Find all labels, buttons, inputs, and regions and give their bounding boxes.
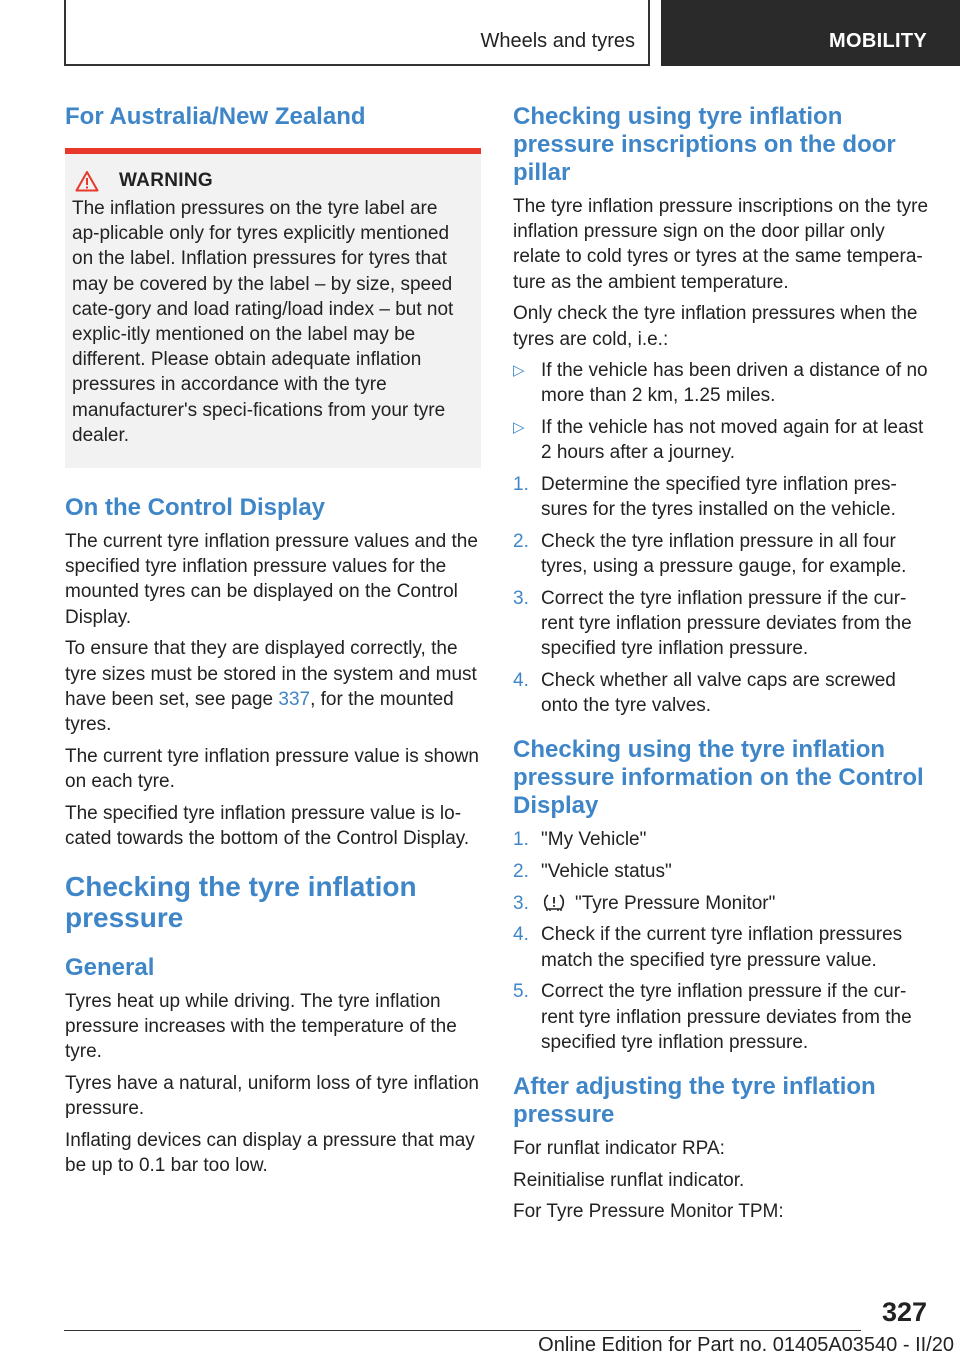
heading-checking-pressure: Checking the tyre inflation pressure	[65, 870, 417, 933]
paragraph-general-1: Tyres heat up while driving. The tyre inflation pressure increases with the temperature of the tyre.	[65, 990, 457, 1063]
list-item: 2. "Vehicle status"	[513, 859, 929, 884]
paragraph-control-1: The current tyre inflation pressure values and the specified tyre inflation pressure values for the mounted tyres can be displayed on the Control Display.	[65, 531, 478, 628]
warning-box	[65, 148, 481, 468]
header-chapter-tab	[661, 0, 960, 66]
paragraph-after-2: Reinitialise runflat indicator.	[513, 1169, 745, 1191]
door-steps-list	[513, 472, 929, 718]
paragraph-general-2: Tyres have a natural, uniform loss of tyre inflation pressure.	[65, 1073, 479, 1120]
list-item: ▷ If the vehicle has been driven a distance of no more than 2 km, 1.25 miles.	[513, 360, 928, 407]
step-number: 2.	[513, 861, 529, 883]
step-number: 5.	[513, 981, 529, 1003]
list-item: 2. Check the tyre inflation pressure in all four tyres, using a pressure gauge, for example.	[513, 530, 907, 578]
step-number: 3.	[513, 892, 529, 914]
heading-general: General	[65, 953, 155, 981]
list-item: 4. Check if the current tyre inflation pressures match the specified tyre pressure value.	[513, 924, 903, 971]
left-column	[65, 100, 481, 1185]
tyre-pressure-icon	[543, 892, 565, 912]
warning-header	[75, 170, 469, 192]
list-item: 1. Determine the specified tyre inflation pres-sures for the tyres installed on the vehicle.	[513, 474, 897, 521]
paragraph-after-3: For Tyre Pressure Monitor TPM:	[513, 1201, 784, 1223]
paragraph-after-1: For runflat indicator RPA:	[513, 1137, 725, 1159]
list-item: 5. Correct the tyre inflation pressure if the cur-rent tyre inflation pressure deviates from the specified tyre inflation pressure.	[513, 981, 912, 1053]
paragraph-control-2-end: , for the mounted tyres.	[65, 688, 454, 735]
heading-control-display-info: Checking using the tyre inflation pressure information on the Control Display	[513, 736, 924, 820]
footer-edition: Online Edition for Part no. 01405A03540 - II/20	[538, 1334, 954, 1356]
warning-triangle-icon	[75, 170, 99, 192]
step-number: 3.	[513, 587, 529, 609]
heading-australia-nz: For Australia/New Zealand	[65, 103, 366, 130]
step-number: 4.	[513, 669, 529, 691]
paragraph-general-3: Inflating devices can display a pressure that may be up to 0.1 bar too low.	[65, 1129, 475, 1177]
paragraph-door-2: Only check the tyre inflation pressures when the tyres are cold, i.e.:	[513, 303, 918, 350]
header-rule-bottom	[64, 64, 650, 66]
triangle-bullet-icon: ▷	[513, 362, 525, 380]
header-section-title: Wheels and tyres	[480, 30, 635, 52]
right-column	[513, 100, 929, 1231]
header-chapter-label: MOBILITY	[829, 30, 927, 52]
cold-conditions-list	[513, 358, 929, 465]
step-number: 1.	[513, 474, 529, 496]
header-rule-right	[648, 0, 650, 66]
step-number: 2.	[513, 530, 529, 552]
list-item: 1. "My Vehicle"	[513, 827, 929, 852]
page-number: 327	[881, 1297, 927, 1327]
paragraph-door-1: The tyre inflation pressure inscriptions on the tyre inflation pressure sign on the door pillar only relate to cold tyres or tyres at the same tempera-ture as the ambient temperature.	[513, 196, 929, 293]
triangle-bullet-icon: ▷	[513, 419, 525, 437]
paragraph-control-3: The current tyre inflation pressure value is shown on each tyre.	[65, 745, 479, 792]
warning-text: The inflation pressures on the tyre label are ap-plicable only for tyres explicitly mentioned on the label. Inflation pressures for tyres that may be covered by the label – by size, speed cate-gory and load rating/load index – but not explic-itly mentioned on the label may be different. Please obtain adequate inflation pressures in accordance with the tyre manufacturer's speci-fications from your tyre dealer.	[72, 198, 454, 446]
paragraph-control-4: The specified tyre inflation pressure value is lo-cated towards the bottom of the Control Display.	[65, 802, 470, 849]
footer-rule	[64, 1330, 861, 1331]
heading-door-pillar: Checking using tyre inflation pressure inscriptions on the door pillar	[513, 103, 896, 186]
list-item: 4. Check whether all valve caps are screwed onto the tyre valves.	[513, 669, 896, 717]
paragraph-control-2-start: To ensure that they are displayed correctly, the tyre sizes must be stored in the system and must have been set, see page	[65, 638, 477, 710]
page-reference-link[interactable]: 337	[278, 688, 311, 710]
heading-control-display: On the Control Display	[65, 494, 326, 522]
warning-title: WARNING	[119, 170, 213, 191]
list-item: ▷ If the vehicle has not moved again for at least 2 hours after a journey.	[513, 417, 924, 464]
list-item: 3. Correct the tyre inflation pressure if the cur-rent tyre inflation pressure deviates from the specified tyre inflation pressure.	[513, 587, 912, 660]
list-item: 3. "Tyre Pressure Monitor"	[513, 891, 929, 916]
step-number: 4.	[513, 924, 529, 946]
step-number: 1.	[513, 829, 529, 851]
paragraph-control-2	[65, 636, 481, 737]
heading-after-adjusting: After adjusting the tyre inflation pressure	[513, 1072, 876, 1128]
header-rule-left	[64, 0, 66, 66]
info-steps-list	[513, 827, 929, 1055]
